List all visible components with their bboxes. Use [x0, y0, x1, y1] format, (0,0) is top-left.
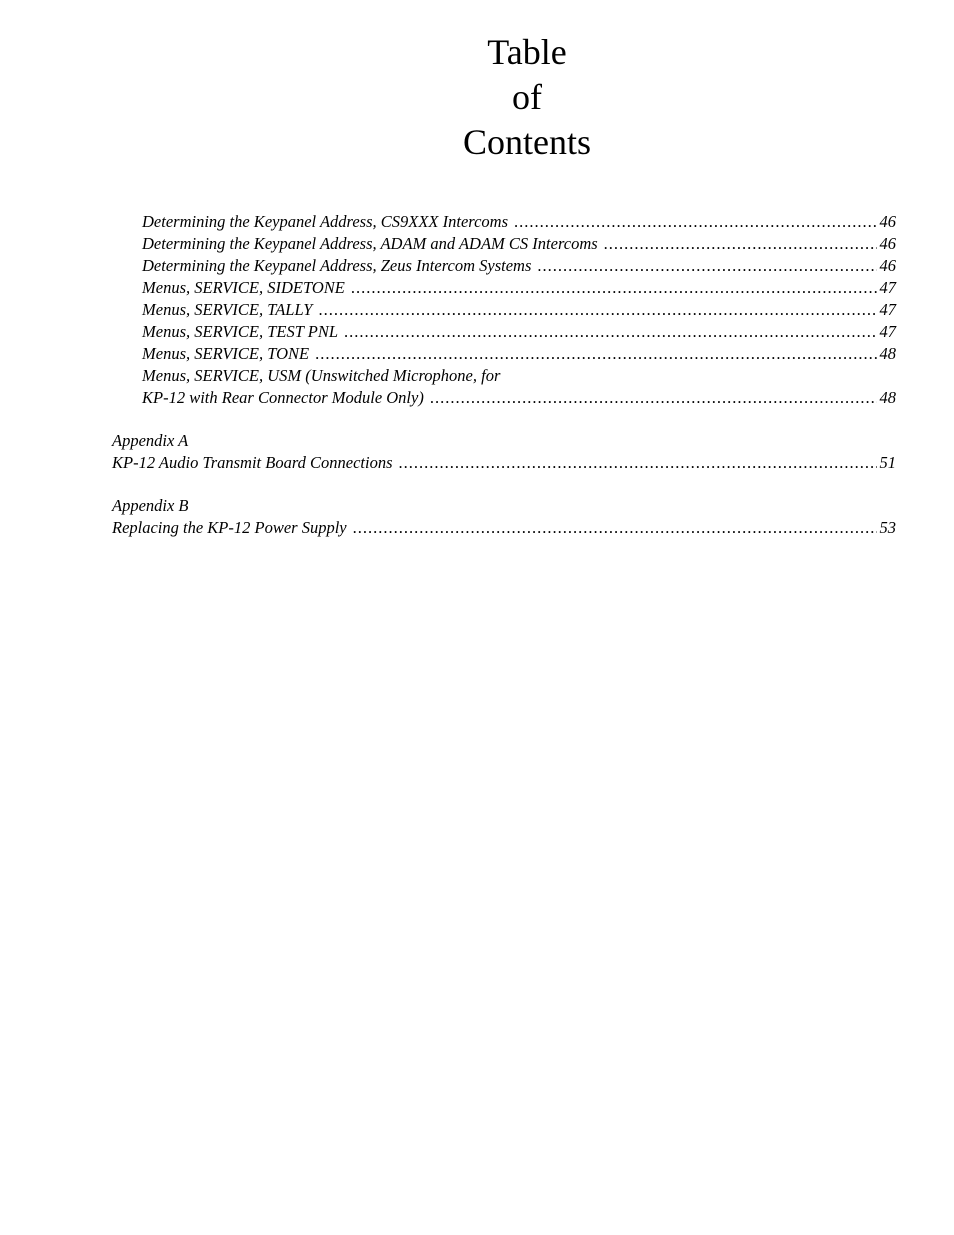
- toc-entry-text: Determining the Keypanel Address, CS9XXX Intercoms: [142, 212, 508, 231]
- toc-entry-page: 48: [879, 344, 896, 363]
- dot-leader: [319, 299, 877, 321]
- toc-entry-text: KP-12 Audio Transmit Board Connections: [112, 453, 393, 472]
- toc-entry[interactable]: [112, 517, 896, 539]
- toc-entry-text: Menus, SERVICE, USM (Unswitched Microphone, for: [142, 366, 501, 385]
- toc-entry[interactable]: [112, 452, 896, 474]
- dot-leader: [537, 255, 876, 277]
- toc-entry-text: Replacing the KP-12 Power Supply: [112, 518, 347, 537]
- toc-entry-page: 47: [879, 300, 896, 319]
- toc-entry[interactable]: [112, 321, 896, 343]
- toc-entry-text: Determining the Keypanel Address, ADAM and ADAM CS Intercoms: [142, 234, 598, 253]
- toc-entry-page: 46: [879, 234, 896, 253]
- title-line-1: Table: [487, 32, 567, 72]
- page-title: [0, 30, 954, 165]
- title-line-3: Contents: [462, 122, 591, 162]
- toc-entry-page: 46: [879, 256, 896, 275]
- toc-entry-page: 47: [879, 322, 896, 341]
- dot-leader: [430, 387, 877, 409]
- toc-entry-text: Menus, SERVICE, TEST PNL: [142, 322, 339, 341]
- title-line-2: of: [512, 77, 542, 117]
- toc-entry[interactable]: [112, 211, 896, 233]
- toc-entry-first-line[interactable]: [112, 365, 896, 387]
- toc-entry[interactable]: [112, 233, 896, 255]
- appendix-a-heading: Appendix A: [112, 431, 189, 450]
- toc-entry[interactable]: [112, 255, 896, 277]
- toc-entry-text: Determining the Keypanel Address, Zeus Intercom Systems: [142, 256, 532, 275]
- toc-entry-text: Menus, SERVICE, TALLY: [142, 300, 313, 319]
- toc-entry[interactable]: [112, 387, 896, 409]
- toc-entry-page: 46: [879, 212, 896, 231]
- toc-entry-page: 51: [879, 453, 896, 472]
- toc-entry[interactable]: [112, 277, 896, 299]
- dot-leader: [514, 211, 877, 233]
- section-spacer: [112, 474, 896, 495]
- toc-entry-text: KP-12 with Rear Connector Module Only): [142, 388, 424, 407]
- toc-entry-page: 47: [879, 278, 896, 297]
- appendix-b-heading: Appendix B: [112, 496, 189, 515]
- toc-entry-text: Menus, SERVICE, SIDETONE: [142, 278, 345, 297]
- dot-leader: [351, 277, 877, 299]
- toc-entry-page: 48: [879, 388, 896, 407]
- table-of-contents: [112, 211, 896, 539]
- toc-entry[interactable]: [112, 299, 896, 321]
- section-spacer: [112, 409, 896, 430]
- dot-leader: [604, 233, 877, 255]
- dot-leader: [399, 452, 877, 474]
- dot-leader: [344, 321, 876, 343]
- dot-leader: [315, 343, 876, 365]
- toc-entry-text: Menus, SERVICE, TONE: [142, 344, 310, 363]
- toc-entry-page: 53: [879, 518, 896, 537]
- toc-entry[interactable]: [112, 343, 896, 365]
- dot-leader: [353, 517, 877, 539]
